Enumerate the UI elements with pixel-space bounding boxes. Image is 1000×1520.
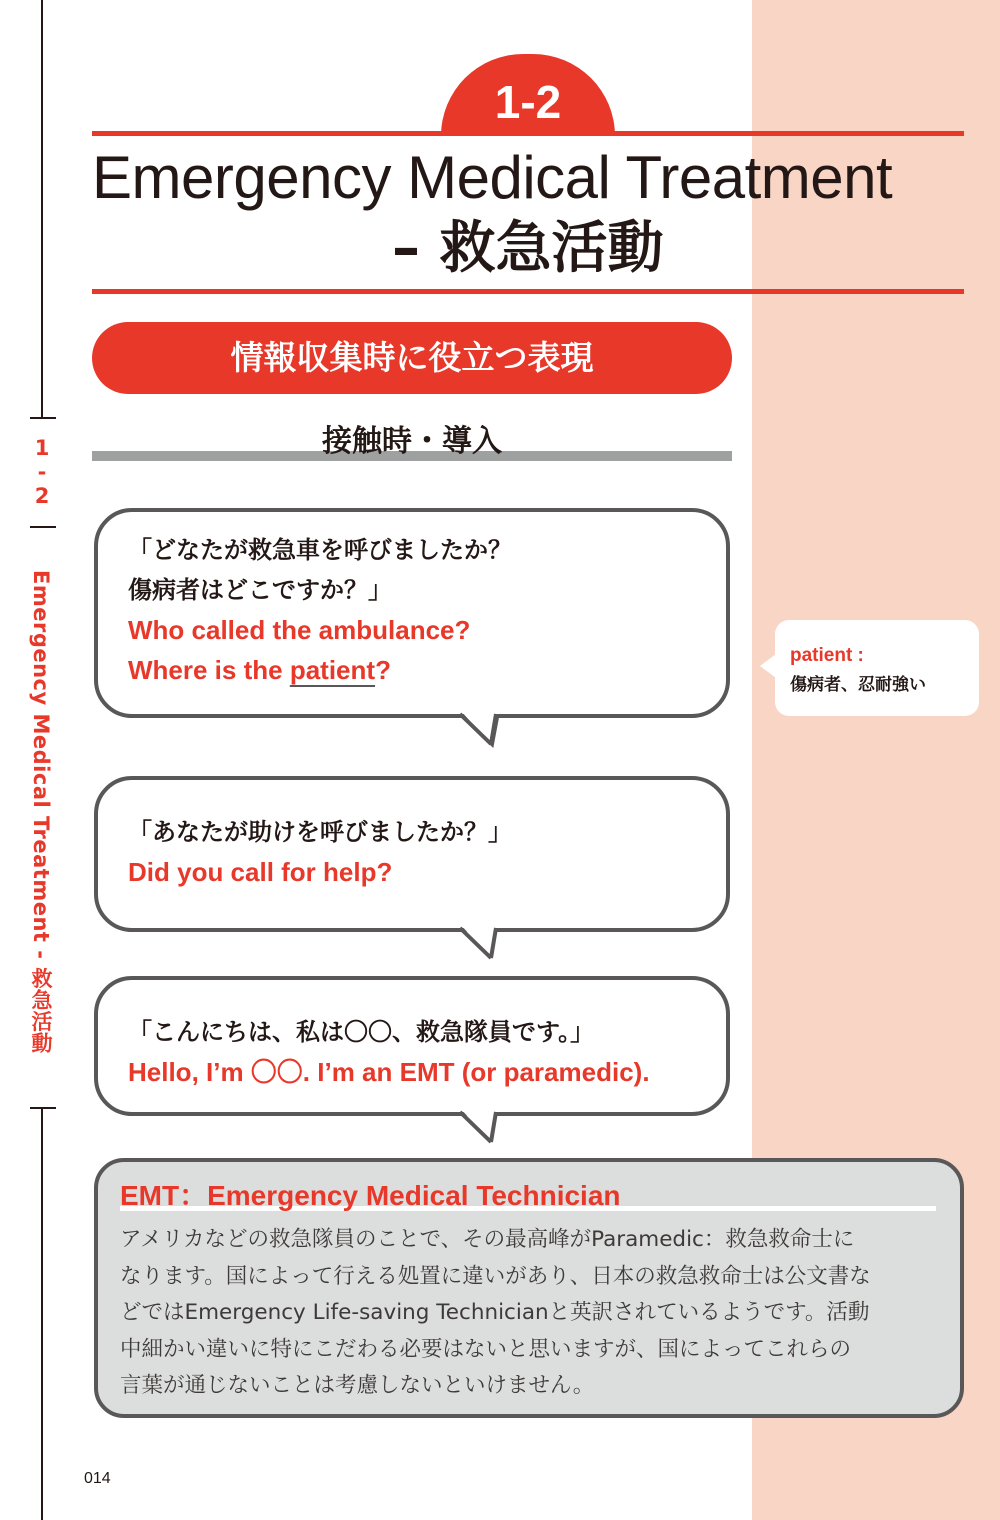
dialogue-3 xyxy=(128,1012,650,1092)
page-number: 014 xyxy=(84,1470,111,1487)
dialogue-en-line: Who called the ambulance? xyxy=(128,615,471,645)
section-number-tab: 1-2 xyxy=(441,54,615,136)
speech-bubble-tail-fill xyxy=(440,704,520,754)
dialogue-en-prefix: Where is the xyxy=(128,655,290,685)
emt-note-line: 言葉が通じないことは考慮しないといけません。 xyxy=(120,1373,595,1398)
section-heading-text: 接触時・導入 xyxy=(322,424,502,459)
margin-tick xyxy=(30,526,56,528)
margin-tick xyxy=(30,417,56,419)
dialogue-jp-line: 「どなたが救急車を呼びましたか？ xyxy=(128,536,512,564)
title-rule-bottom xyxy=(92,289,964,294)
vocab-note-definition: 傷病者、忍耐強い xyxy=(790,675,926,695)
dialogue-2 xyxy=(128,812,512,892)
margin-rule-top xyxy=(41,0,43,418)
vocab-note-term: patient : xyxy=(790,645,864,666)
section-heading xyxy=(92,420,732,464)
emt-note-line: どではEmergency Life-saving Technicianと英訳されているようです。活動 xyxy=(120,1300,870,1325)
emt-note-line: アメリカなどの救急隊員のことで、その最高峰がParamedic：救急救命士に xyxy=(120,1227,855,1252)
dialogue-jp-line: 傷病者はどこですか？」 xyxy=(128,576,392,604)
dialogue-jp-line: 「あなたが助けを呼びましたか？」 xyxy=(128,818,512,846)
emt-note-body xyxy=(120,1222,950,1405)
dialogue-en-suffix: ? xyxy=(375,655,391,685)
emt-note-line: なります。国によって行える処置に違いがあり、日本の救急救命士は公文書な xyxy=(120,1263,871,1289)
page-title: Emergency Medical Treatment xyxy=(92,144,893,211)
emt-note-title: EMT：Emergency Medical Technician xyxy=(120,1180,621,1211)
speech-bubble-tail xyxy=(440,918,520,968)
dialogue-en-line: Did you call for help? xyxy=(128,857,393,887)
vocab-note-pointer xyxy=(758,652,778,682)
dialogue-en-line: Hello, I’m 〇〇. I’m an EMT (or paramedic). xyxy=(128,1057,650,1087)
margin-rule-bottom xyxy=(41,1107,43,1520)
title-rule-top xyxy=(92,131,964,136)
dialogue-en-line xyxy=(128,650,512,690)
dialogue-jp-line: 「こんにちは、私は〇〇、救急隊員です。」 xyxy=(128,1018,595,1046)
vocab-term-patient: patient xyxy=(289,655,376,685)
margin-tick xyxy=(30,1107,56,1109)
vocab-note xyxy=(775,620,979,716)
page-subtitle: – 救急活動 xyxy=(392,216,664,281)
speech-bubble-tail xyxy=(440,1102,520,1152)
emt-note-line: 中細かい違いに特にこだわる必要はないと思いますが、国によってこれらの xyxy=(120,1336,852,1362)
topic-banner: 情報収集時に役立つ表現 xyxy=(92,322,732,394)
dialogue-1 xyxy=(128,530,512,690)
side-running-title: Emergency Medical Treatment - 救急活動 xyxy=(29,570,53,1054)
side-section-number: 1 - 2 xyxy=(34,436,50,508)
